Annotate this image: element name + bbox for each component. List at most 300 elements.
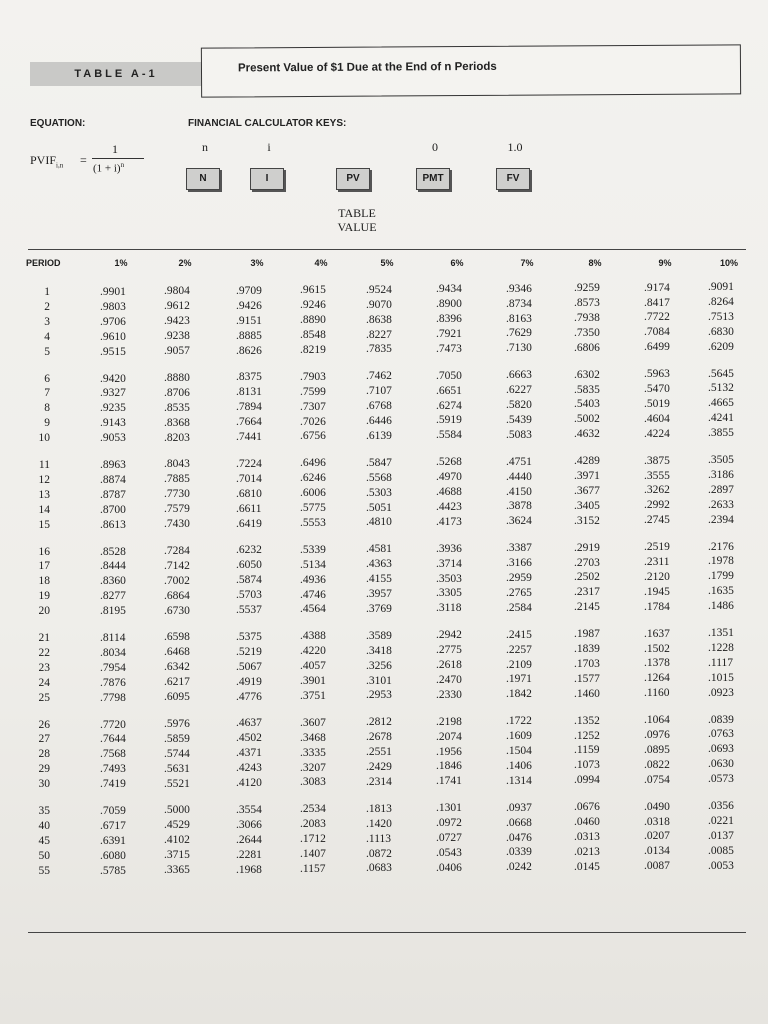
value-cell: .0895: [644, 743, 670, 756]
value-cell: .5339: [300, 543, 326, 556]
value-cell: .5568: [366, 471, 392, 484]
value-cell: .2897: [708, 483, 734, 496]
value-cell: .2502: [574, 571, 600, 584]
value-cell: .3083: [300, 776, 326, 789]
value-cell: .0313: [574, 830, 600, 843]
key-input-label-0: n: [202, 140, 208, 154]
value-cell: .1502: [644, 642, 670, 655]
value-cell: .3554: [236, 803, 262, 816]
equation-numerator: 1: [112, 142, 118, 156]
table-bottom-rule: [28, 932, 746, 933]
value-cell: .9610: [100, 330, 126, 343]
value-cell: .5859: [164, 732, 190, 745]
value-cell: .4936: [300, 573, 326, 586]
value-cell: .1407: [300, 848, 326, 861]
value-cell: .7014: [236, 472, 262, 485]
period-cell: 55: [38, 864, 50, 877]
value-cell: .6232: [236, 544, 262, 557]
value-cell: .0242: [506, 861, 532, 874]
value-cell: .1351: [708, 627, 734, 640]
value-cell: .2314: [366, 775, 392, 788]
value-cell: .3957: [366, 588, 392, 600]
period-cell: 18: [38, 575, 50, 588]
value-cell: .0339: [506, 846, 532, 859]
rate-header: 9%: [658, 258, 672, 268]
value-cell: .1420: [366, 817, 392, 830]
value-cell: .7885: [164, 473, 190, 486]
value-cell: .7722: [644, 311, 670, 324]
value-cell: .3166: [506, 557, 532, 570]
period-cell: 50: [38, 849, 50, 862]
value-cell: .6768: [366, 400, 392, 413]
value-cell: .3118: [436, 602, 462, 615]
value-cell: .8375: [236, 371, 262, 384]
value-cell: .3971: [574, 470, 600, 483]
value-cell: .6342: [164, 661, 190, 674]
value-cell: .9709: [236, 284, 262, 297]
value-cell: .2429: [366, 761, 392, 773]
value-cell: .2765: [506, 586, 532, 599]
value-cell: .8114: [100, 632, 126, 644]
value-cell: .2083: [300, 818, 326, 831]
value-cell: .4173: [436, 515, 462, 528]
period-cell: 45: [38, 834, 50, 847]
value-cell: .7462: [366, 370, 392, 383]
value-cell: .2074: [436, 730, 462, 743]
value-cell: .5631: [164, 762, 190, 775]
rate-header: 3%: [250, 258, 264, 268]
value-cell: .5919: [436, 414, 462, 427]
value-cell: .7798: [100, 691, 126, 704]
value-cell: .0923: [708, 686, 734, 699]
value-cell: .2534: [300, 803, 326, 816]
title-box: [201, 44, 741, 97]
value-cell: .6499: [644, 341, 670, 354]
equation-denominator: [93, 161, 124, 175]
value-cell: .9706: [100, 315, 126, 328]
rate-header: 5%: [380, 258, 394, 268]
value-cell: .0754: [644, 773, 670, 786]
value-cell: .0213: [574, 845, 600, 858]
value-cell: .7026: [300, 415, 326, 428]
value-cell: .3855: [708, 427, 734, 440]
value-cell: .8219: [300, 343, 326, 356]
value-cell: .8638: [366, 313, 392, 326]
value-cell: .9420: [100, 372, 126, 385]
period-cell: 19: [38, 590, 50, 603]
value-cell: .8368: [164, 416, 190, 429]
value-cell: .2703: [574, 556, 600, 569]
fraction-bar: [92, 158, 144, 159]
value-cell: .4502: [236, 732, 262, 745]
value-cell: .2311: [644, 556, 670, 568]
value-cell: .1160: [644, 687, 670, 700]
value-cell: .1635: [708, 585, 734, 598]
value-cell: .4243: [236, 762, 262, 775]
value-cell: .1978: [708, 555, 734, 568]
value-cell: .8034: [100, 646, 126, 659]
value-cell: .5403: [574, 398, 600, 411]
value-cell: .1712: [300, 833, 326, 846]
value-cell: .0573: [708, 773, 734, 786]
value-cell: .3878: [506, 500, 532, 513]
value-cell: .3769: [366, 602, 392, 615]
period-cell: 1: [44, 286, 50, 298]
period-cell: 6: [44, 372, 50, 385]
value-cell: .4371: [236, 747, 262, 760]
value-cell: .4388: [300, 630, 326, 643]
value-cell: .9259: [574, 282, 600, 295]
value-cell: .4746: [300, 588, 326, 601]
value-cell: .7730: [164, 488, 190, 501]
value-cell: .1252: [574, 729, 600, 742]
value-cell: .4423: [436, 500, 462, 513]
value-cell: .4751: [506, 455, 532, 468]
value-cell: .4440: [506, 470, 532, 483]
period-cell: 25: [38, 691, 50, 704]
value-cell: .8548: [300, 329, 326, 342]
value-cell: .1956: [436, 745, 462, 758]
value-cell: .9143: [100, 417, 126, 430]
value-cell: .3468: [300, 731, 326, 744]
period-cell: 29: [38, 763, 50, 776]
value-cell: .1637: [644, 627, 670, 640]
period-cell: 20: [38, 605, 50, 618]
value-cell: .5703: [236, 589, 262, 602]
value-cell: .9515: [100, 345, 126, 358]
value-cell: .1842: [506, 688, 532, 701]
value-cell: .0134: [644, 845, 670, 858]
value-cell: .0822: [644, 758, 670, 771]
value-cell: .7876: [100, 676, 126, 689]
value-cell: .3607: [300, 716, 326, 729]
value-cell: .1015: [708, 671, 734, 684]
value-cell: .8890: [300, 314, 326, 327]
value-cell: .1577: [574, 672, 600, 685]
value-cell: .5963: [644, 368, 670, 381]
value-cell: .5439: [506, 413, 532, 426]
period-cell: 15: [38, 518, 50, 531]
calculator-key-i: I: [250, 168, 284, 190]
period-cell: 10: [38, 432, 50, 445]
value-cell: .5083: [506, 428, 532, 441]
value-cell: .2519: [644, 541, 670, 554]
table-top-rule: [28, 249, 746, 250]
value-cell: .2775: [436, 644, 462, 657]
value-cell: .5785: [100, 864, 126, 877]
value-cell: .1609: [506, 730, 532, 743]
value-cell: .1460: [574, 687, 600, 700]
rate-header: 4%: [314, 258, 328, 268]
value-cell: .2257: [506, 643, 532, 656]
value-cell: .8900: [436, 298, 462, 311]
value-cell: .1968: [236, 863, 262, 876]
value-cell: .1228: [708, 641, 734, 654]
value-cell: .0937: [506, 801, 532, 814]
value-cell: .7224: [236, 457, 262, 470]
value-cell: .3101: [366, 674, 392, 687]
period-cell: 27: [38, 733, 50, 746]
value-cell: .8626: [236, 344, 262, 357]
value-cell: .4150: [506, 485, 532, 498]
rate-header: 8%: [588, 258, 602, 268]
value-cell: .3715: [164, 849, 190, 862]
value-cell: .9246: [300, 299, 326, 312]
value-cell: .5268: [436, 456, 462, 469]
value-cell: .0490: [644, 800, 670, 813]
value-cell: .3589: [366, 629, 392, 642]
value-cell: .0693: [708, 743, 734, 756]
value-cell: .1117: [708, 656, 734, 669]
value-cell: .3503: [436, 572, 462, 585]
page-title: Present Value of $1 Due at the End of n Periods: [237, 60, 497, 75]
period-cell: 17: [38, 560, 50, 573]
value-cell: .6864: [164, 589, 190, 602]
period-cell: 13: [38, 488, 50, 501]
value-cell: .8203: [164, 431, 190, 444]
value-cell: .8706: [164, 386, 190, 399]
value-cell: .0053: [708, 859, 734, 872]
value-cell: .6080: [100, 849, 126, 862]
value-cell: .7835: [366, 343, 392, 356]
value-cell: .2644: [236, 833, 262, 846]
period-cell: 7: [44, 387, 50, 400]
value-cell: .8163: [506, 312, 532, 325]
value-cell: .1799: [708, 570, 734, 583]
value-cell: .9327: [100, 387, 126, 400]
value-cell: .7350: [574, 326, 600, 339]
value-cell: .7954: [100, 661, 126, 674]
value-cell: .5219: [236, 645, 262, 658]
period-cell: 14: [38, 503, 50, 516]
period-cell: 5: [44, 345, 50, 358]
value-cell: .6806: [574, 341, 600, 354]
value-cell: .6274: [436, 399, 462, 412]
value-cell: .2176: [708, 540, 734, 553]
value-cell: .8396: [436, 313, 462, 326]
value-cell: .9346: [506, 282, 532, 295]
value-cell: .9238: [164, 330, 190, 343]
table-value-label: [327, 206, 387, 234]
value-cell: .6139: [366, 429, 392, 442]
value-cell: .8528: [100, 545, 126, 558]
value-cell: .3418: [366, 644, 392, 657]
value-cell: .2120: [644, 570, 670, 583]
value-cell: .1486: [708, 600, 734, 613]
value-cell: .1784: [644, 600, 670, 613]
value-cell: .1504: [506, 745, 532, 757]
value-cell: .1264: [644, 672, 670, 685]
value-cell: .9151: [236, 314, 262, 327]
period-cell: 9: [44, 417, 50, 430]
value-cell: .8700: [100, 503, 126, 516]
value-cell: .0763: [708, 728, 734, 741]
value-cell: .9434: [436, 283, 462, 296]
period-cell: 16: [38, 545, 50, 558]
value-cell: .4120: [236, 777, 262, 789]
value-cell: .8277: [100, 590, 126, 603]
value-cell: .2145: [574, 601, 600, 614]
value-cell: .3624: [506, 515, 532, 528]
value-cell: .1352: [574, 714, 600, 727]
value-cell: .7430: [164, 518, 190, 531]
key-input-label-1: i: [267, 140, 271, 154]
value-cell: .5375: [236, 630, 262, 643]
value-cell: .5521: [164, 777, 190, 790]
value-cell: .5303: [366, 486, 392, 499]
value-cell: .3365: [164, 864, 190, 877]
calculator-key-pv: PV: [336, 168, 370, 190]
value-cell: .2281: [236, 848, 262, 861]
value-cell: .2415: [506, 628, 532, 641]
value-cell: .9612: [164, 300, 190, 313]
value-cell: .8131: [236, 386, 262, 399]
value-cell: .5051: [366, 501, 392, 514]
value-cell: .0318: [644, 815, 670, 828]
value-cell: .7084: [644, 326, 670, 339]
value-cell: .5775: [300, 502, 326, 515]
value-cell: .2584: [506, 601, 532, 614]
value-cell: .4810: [366, 516, 392, 529]
value-cell: .4604: [644, 412, 670, 425]
value-cell: .1159: [574, 744, 600, 757]
value-cell: .2109: [506, 658, 532, 671]
period-cell: 12: [38, 473, 50, 486]
value-cell: .2919: [574, 541, 600, 554]
value-cell: .6717: [100, 819, 126, 832]
period-cell: 21: [38, 632, 50, 644]
value-cell: .1971: [506, 673, 532, 686]
key-input-label-3: 0: [432, 140, 438, 154]
value-cell: .5847: [366, 456, 392, 469]
value-cell: .8195: [100, 605, 126, 618]
period-cell: 2: [44, 300, 50, 313]
value-cell: .0543: [436, 846, 462, 859]
value-cell: .3152: [574, 514, 600, 527]
value-cell: .7419: [100, 778, 126, 791]
value-cell: .3066: [236, 818, 262, 831]
value-cell: .7473: [436, 342, 462, 355]
value-cell: .4919: [236, 675, 262, 688]
value-cell: .6227: [506, 384, 532, 397]
value-cell: .6663: [506, 369, 532, 382]
value-cell: .7903: [300, 370, 326, 383]
value-cell: .1064: [644, 714, 670, 727]
equation-denominator-exponent: n: [120, 161, 125, 169]
value-cell: .8613: [100, 518, 126, 531]
value-cell: .0630: [708, 758, 734, 771]
value-cell: .9053: [100, 432, 126, 445]
value-cell: .3677: [574, 484, 600, 497]
value-cell: .9235: [100, 402, 126, 415]
value-cell: .8444: [100, 560, 126, 573]
calculator-key-fv: FV: [496, 168, 530, 190]
rate-header: 7%: [520, 258, 534, 268]
value-cell: .3262: [644, 484, 670, 497]
value-cell: .3505: [708, 454, 734, 467]
value-cell: .4632: [574, 428, 600, 441]
period-header: PERIOD: [26, 258, 61, 268]
period-cell: 24: [38, 676, 50, 689]
value-cell: .0676: [574, 801, 600, 814]
value-cell: .0668: [506, 816, 532, 829]
value-cell: .8535: [164, 401, 190, 414]
value-cell: .6217: [164, 676, 190, 689]
value-cell: .6756: [300, 430, 326, 443]
value-cell: .6302: [574, 368, 600, 381]
value-cell: .3305: [436, 587, 462, 600]
value-cell: .7142: [164, 559, 190, 572]
value-cell: .5019: [644, 397, 670, 410]
value-cell: .1722: [506, 715, 532, 728]
value-cell: .6598: [164, 631, 190, 644]
value-cell: .0972: [436, 817, 462, 830]
value-cell: .9423: [164, 315, 190, 328]
value-cell: .8880: [164, 371, 190, 384]
value-cell: .3387: [506, 542, 532, 555]
period-cell: 11: [38, 459, 50, 471]
value-cell: .2330: [436, 688, 462, 701]
value-cell: .6468: [164, 646, 190, 659]
rate-header: 10%: [719, 258, 738, 268]
value-cell: .0460: [574, 816, 600, 829]
value-cell: .6730: [164, 604, 190, 617]
value-cell: .1157: [300, 862, 326, 875]
value-cell: .6006: [300, 487, 326, 500]
value-cell: .9803: [100, 300, 126, 313]
value-cell: .4688: [436, 486, 462, 499]
rate-header: 1%: [114, 258, 128, 268]
value-cell: .8573: [574, 297, 600, 310]
value-cell: .3207: [300, 761, 326, 774]
value-cell: .1406: [506, 759, 532, 772]
value-cell: .7644: [100, 733, 126, 746]
value-cell: .7050: [436, 369, 462, 382]
value-cell: .8963: [100, 459, 126, 471]
value-cell: .0683: [366, 862, 392, 875]
value-cell: .9524: [366, 283, 392, 296]
value-cell: .8885: [236, 329, 262, 342]
value-cell: .6810: [236, 487, 262, 500]
value-cell: .9901: [100, 286, 126, 298]
equation-lhs-subscript: i,n: [56, 161, 64, 170]
value-cell: .2394: [708, 513, 734, 526]
value-cell: .2942: [436, 629, 462, 642]
key-input-label-4: 1.0: [507, 140, 523, 154]
value-cell: .9174: [644, 281, 670, 294]
value-cell: .1987: [574, 628, 600, 641]
value-cell: .6391: [100, 834, 126, 847]
value-cell: .7599: [300, 385, 326, 398]
value-cell: .1741: [436, 775, 462, 788]
value-cell: .7513: [708, 310, 734, 323]
value-cell: .9804: [164, 285, 190, 298]
value-cell: .1945: [644, 585, 670, 598]
value-cell: .3335: [300, 746, 326, 759]
period-cell: 26: [38, 718, 50, 731]
value-cell: .4057: [300, 660, 326, 673]
value-cell: .4665: [708, 397, 734, 410]
calculator-key-pmt: PMT: [416, 168, 450, 190]
table-value-line1: TABLE: [338, 206, 376, 220]
value-cell: .4220: [300, 645, 326, 658]
value-cell: .8227: [366, 328, 392, 341]
value-cell: .9091: [708, 281, 734, 294]
value-cell: .2633: [708, 498, 734, 511]
value-cell: .5874: [236, 574, 262, 587]
period-cell: 22: [38, 646, 50, 659]
value-cell: .7720: [100, 718, 126, 731]
